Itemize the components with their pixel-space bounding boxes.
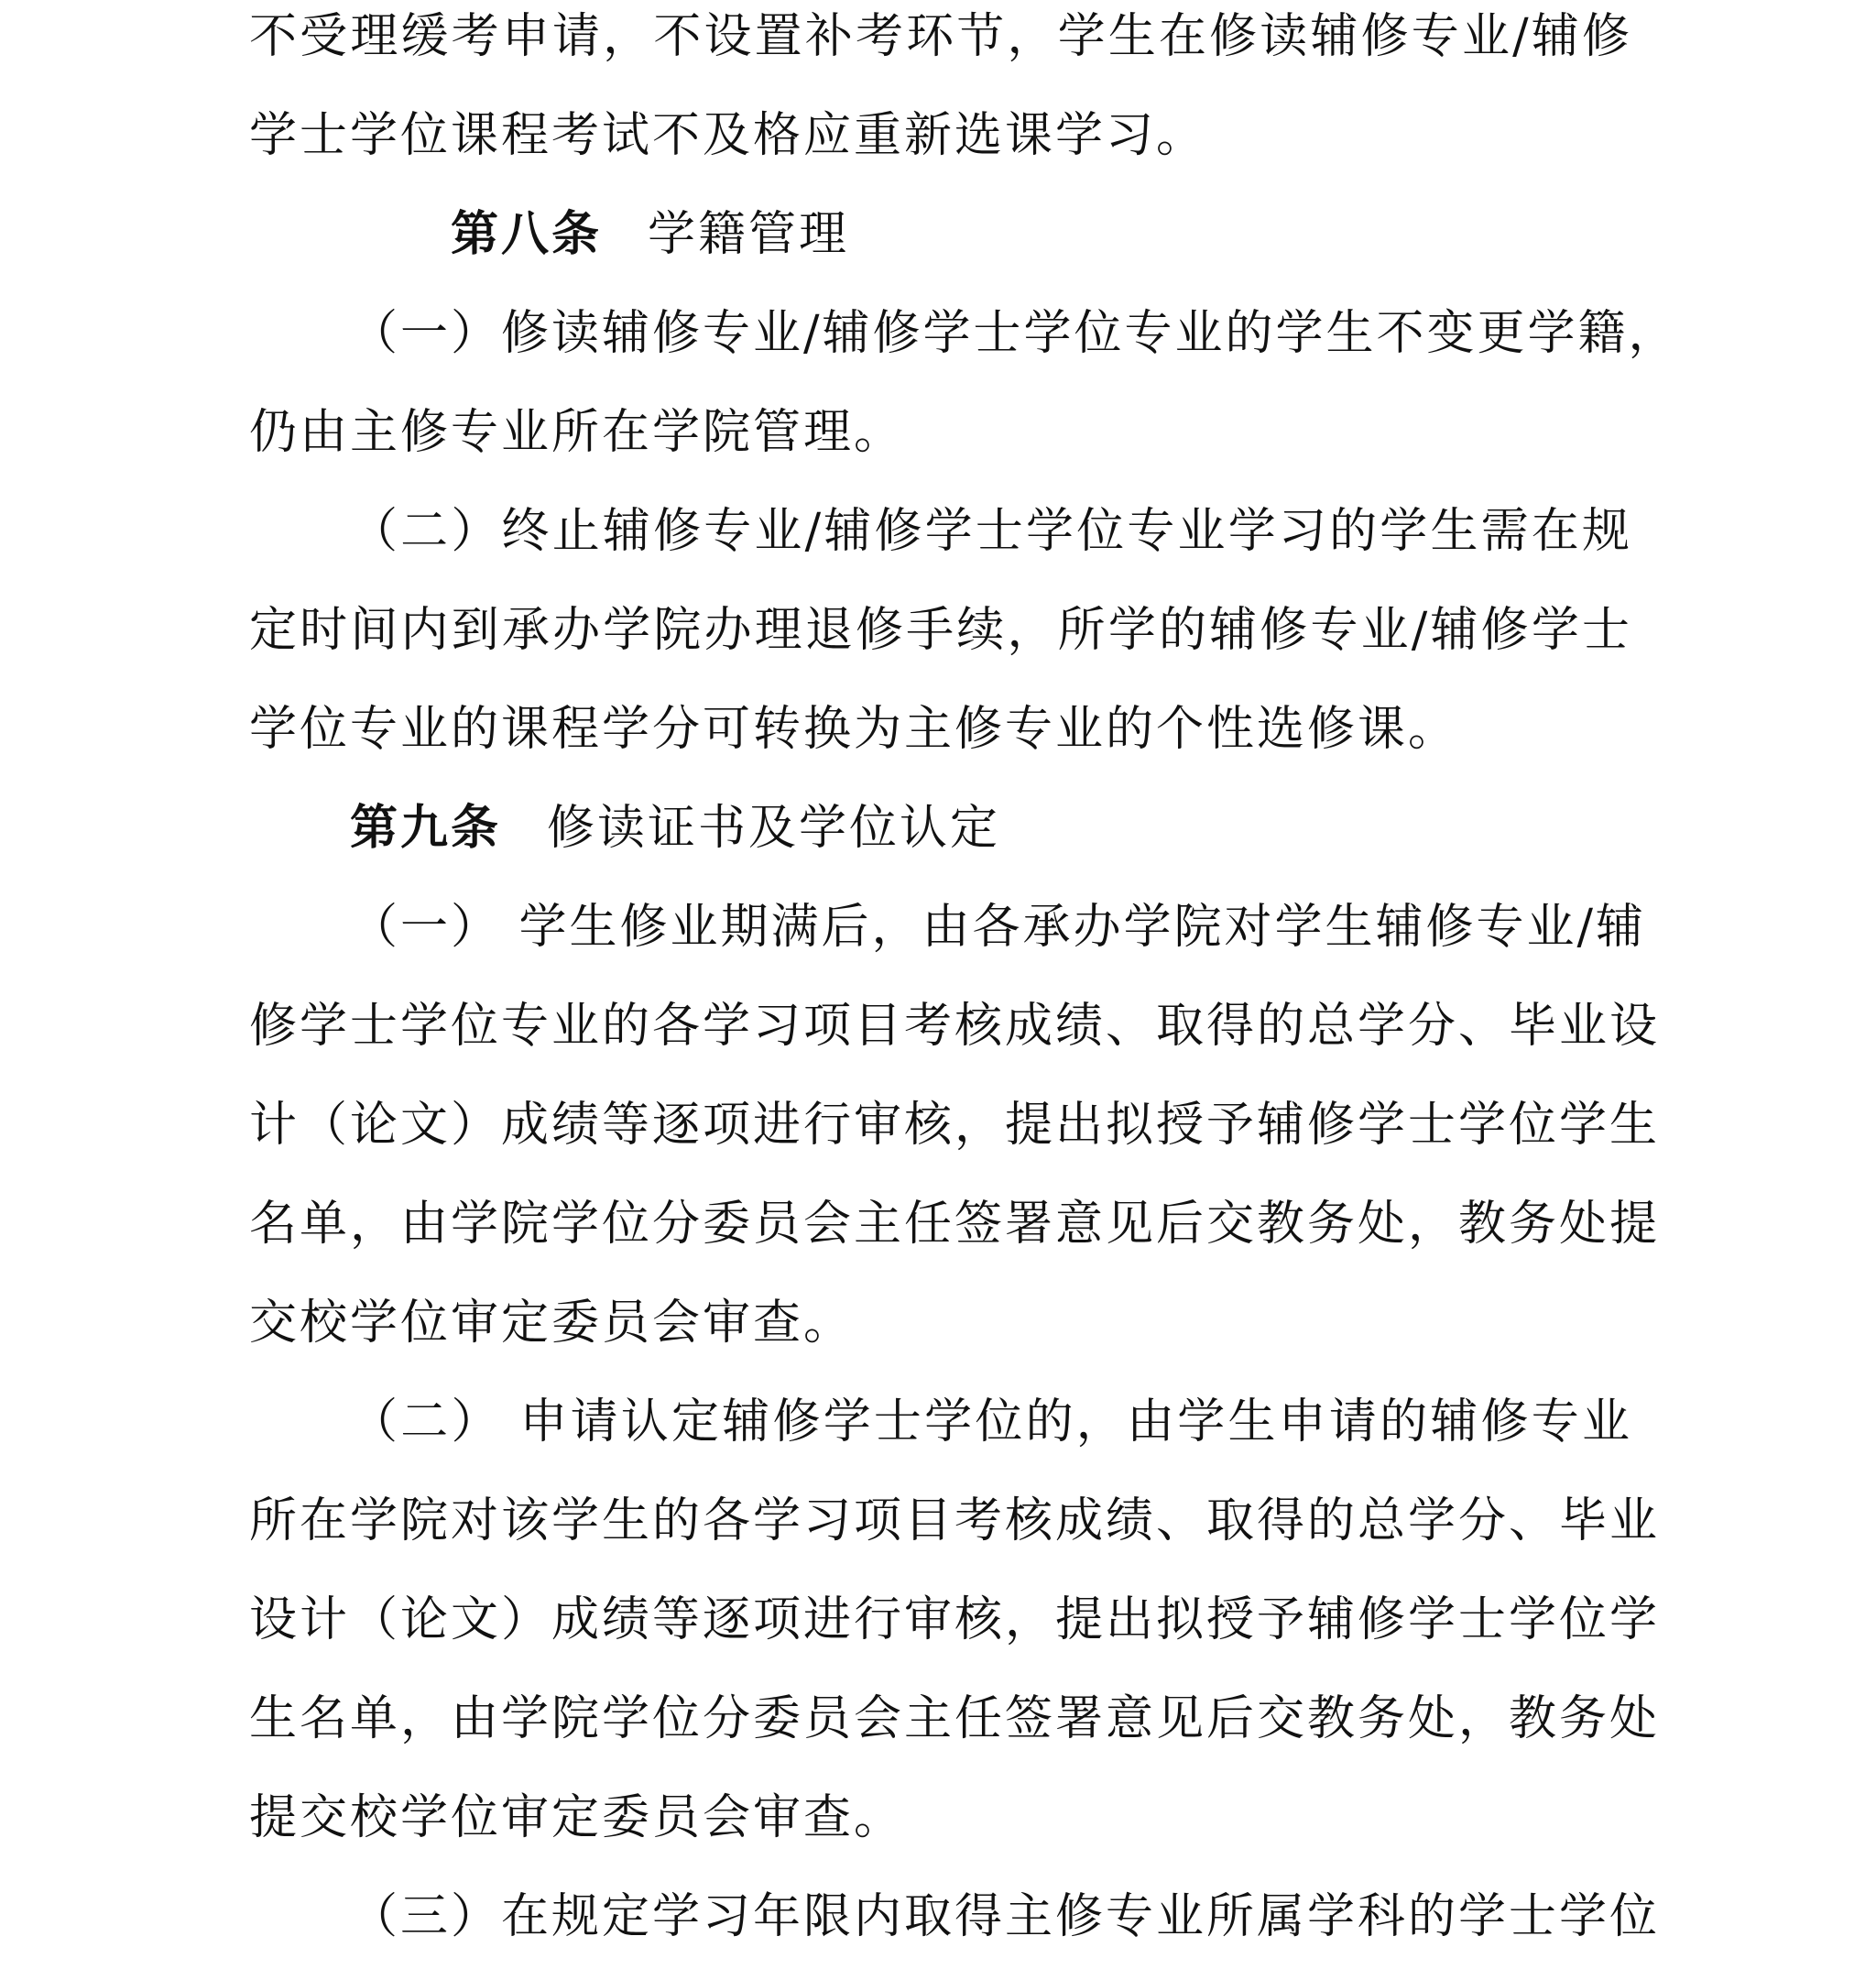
article-number: 第九条 — [350, 800, 502, 856]
paragraph-line: 名单，由学院学位分委员会主任签署意见后交教务处，教务处提 — [249, 1197, 1661, 1252]
article-heading-9 — [249, 799, 1632, 858]
article-title: 修读证书及学位认定 — [547, 801, 1001, 856]
article-title: 学籍管理 — [648, 207, 850, 262]
paragraph-line: （一）修读辅修专业/辅修学士学位专业的学生不变更学籍， — [350, 306, 1679, 361]
paragraph-line: （二） 申请认定辅修学士学位的，由学生申请的辅修专业 — [350, 1395, 1632, 1449]
paragraph-line: 学位专业的课程学分可转换为主修专业的个性选修课。 — [249, 702, 1459, 757]
paragraph-line: 定时间内到承办学院办理退修手续，所学的辅修专业/辅修学士 — [249, 603, 1632, 658]
paragraph-line: 仍由主修专业所在学院管理。 — [249, 405, 905, 460]
paragraph-line: 所在学院对该学生的各学习项目考核成绩、取得的总学分、毕业 — [249, 1493, 1661, 1548]
paragraph-line: 计（论文）成绩等逐项进行审核，提出拟授予辅修学士学位学生 — [249, 1098, 1661, 1153]
paragraph-line: 生名单，由学院学位分委员会主任签署意见后交教务处，教务处 — [249, 1691, 1661, 1746]
article-heading-8 — [249, 205, 1632, 264]
paragraph-line: 学士学位课程考试不及格应重新选课学习。 — [249, 108, 1207, 163]
paragraph-line: 设计（论文）成绩等逐项进行审核，提出拟授予辅修学士学位学 — [249, 1592, 1661, 1647]
article-number: 第八条 — [451, 206, 603, 262]
paragraph-line: 不受理缓考申请，不设置补考环节，学生在修读辅修专业/辅修 — [249, 9, 1632, 64]
paragraph-line: （一） 学生修业期满后，由各承办学院对学生辅修专业/辅 — [350, 900, 1647, 955]
paragraph-line: （三）在规定学习年限内取得主修专业所属学科的学士学位 — [350, 1889, 1661, 1944]
paragraph-line: （二）终止辅修专业/辅修学士学位专业学习的学生需在规 — [350, 504, 1632, 559]
paragraph-line: 提交校学位审定委员会审查。 — [249, 1790, 905, 1845]
paragraph-line: 交校学位审定委员会审查。 — [249, 1296, 855, 1351]
paragraph-line: 修学士学位专业的各学习项目考核成绩、取得的总学分、毕业设 — [249, 999, 1661, 1054]
